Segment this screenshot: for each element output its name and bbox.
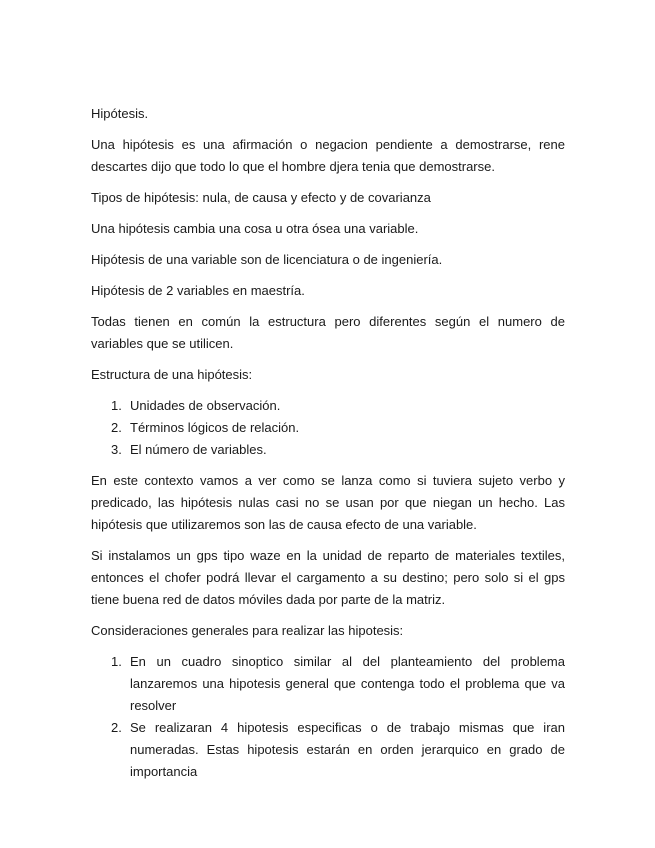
paragraph: Estructura de una hipótesis: (91, 367, 253, 382)
paragraph: En este contexto vamos a ver como se lanza como si tuviera sujeto verbo y predicado, las hipótesis nulas casi no se usan por que niegan un hecho. Las hipótesis que utilizaremos son las de causa efecto de una variable. (91, 473, 565, 532)
list-item (91, 717, 565, 783)
paragraph: Hipótesis de 2 variables en maestría. (91, 283, 305, 298)
list-item-text: Términos lógicos de relación. (130, 420, 300, 435)
paragraph: Una hipótesis cambia una cosa u otra ósea una variable. (91, 221, 419, 236)
document-body (91, 103, 565, 792)
list-number: 2. (111, 720, 122, 735)
numbered-list-considerations (91, 651, 565, 783)
document-title: Hipótesis. (91, 106, 149, 121)
list-number: 1. (111, 398, 122, 413)
numbered-list-structure (91, 395, 565, 461)
paragraph: Si instalamos un gps tipo waze en la unidad de reparto de materiales textiles, entonces el chofer podrá llevar el cargamento a su destino; pero solo si el gps tiene buena red de datos móviles dada por parte de la matriz. (91, 548, 565, 607)
list-item (91, 395, 565, 417)
paragraph: Hipótesis de una variable son de licenciatura o de ingeniería. (91, 252, 443, 267)
list-item-text: Se realizaran 4 hipotesis especificas o de trabajo mismas que iran numeradas. Estas hipotesis estarán en orden jerarquico en grado de importancia (130, 720, 565, 779)
list-item (91, 651, 565, 717)
list-item (91, 439, 565, 461)
list-item-text: Unidades de observación. (130, 398, 281, 413)
list-number: 2. (111, 420, 122, 435)
paragraph: Todas tienen en común la estructura pero diferentes según el numero de variables que se utilicen. (91, 314, 565, 351)
list-item-text: El número de variables. (130, 442, 267, 457)
list-item (91, 417, 565, 439)
paragraph: Tipos de hipótesis: nula, de causa y efecto y de covarianza (91, 190, 431, 205)
list-number: 3. (111, 442, 122, 457)
paragraph: Consideraciones generales para realizar las hipotesis: (91, 623, 404, 638)
paragraph: Una hipótesis es una afirmación o negacion pendiente a demostrarse, rene descartes dijo que todo lo que el hombre djera tenia que demostrarse. (91, 137, 565, 174)
list-number: 1. (111, 654, 122, 669)
list-item-text: En un cuadro sinoptico similar al del planteamiento del problema lanzaremos una hipotesis general que contenga todo el problema que va resolver (130, 654, 565, 713)
